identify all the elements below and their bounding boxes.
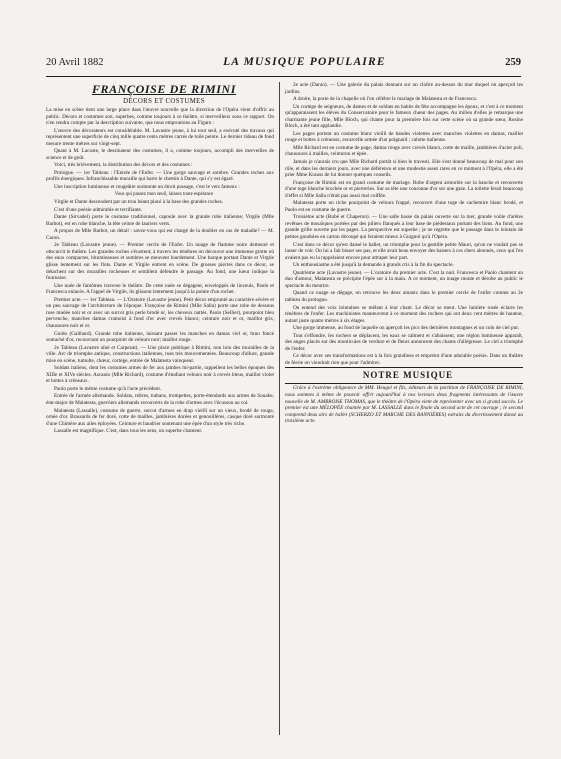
paragraph: Quand ce nuage se dégage, on retrouve les deux amants dans le premier cercle de l'enfer comme au 2e tableau du prologue. — [285, 290, 523, 303]
paragraph: Malatesta (Lassalle), costume de guerre, surcot d'armes en drap vieilli sur un vieux, brodé de rouge, ornée d'or. Brassards de fer doré, cotte de mailles, jambières dorées et genouillères, casque doré surmonté d'une Chimère aux ailes éployées. Ceinture et baudrier soutenant une épée d'un style très riche. — [46, 407, 274, 427]
paragraph: Une inscription lumineuse et rougeâtre surmonte un étroit passage, c'est le vers fameux : — [54, 184, 240, 191]
paragraph: Prologue. — 1er Tableau : l'Entrée de l'Enfer. — Une gorge sauvage et sombre. Grandes roches aux profils énergiques. Infranchissable muraille qui barre le chemin à Dante, qui s'y est égaré. — [46, 169, 274, 183]
paragraph: Une nuée de fantômes traverse le théâtre. De cette nuée se dégagent, enveloppés de linceuls, Paolo et Francesca enlacés. A l'appel de Virgile, ils glissent lentement jusqu'à la pointe d'un rocher. — [46, 282, 274, 296]
left-column — [46, 82, 274, 737]
paragraph: C'est dans ce décor qu'est dansé le ballet, un triomphe pour la gentille petite Mauri, qu'on ne voulait pas se lasser de voir. On lui a fait bisser ses pas, et elle avait beau envoyer des baisers à ces chers abonnés, ceux qui l'en avaient pas eu la rappelaient encore pour attraper leur part. — [285, 241, 523, 261]
paragraph: Paolo porte le même costume qu'à l'acte précédent. — [54, 385, 162, 392]
section-heading-notre-musique: NOTRE MUSIQUE — [285, 367, 523, 384]
paragraph: Premier acte. — 1er Tableau. — L'Oratoire (Lavastre jeune). Petit décor emprunté au caractère sévère et un peu sauvage de l'architecture de l'époque. Françoise de Rimini (Mlle Salla) porte une robe de dessous rose mielée noir et or avec un surcot gris perle brodé or, les cheveux nattés. Paolo (Sellier), pourpoint bleu pervenche, manches damas cramoisi à fond d'or avec crevés blancs; ceinture noir et or, maillot gris, chaussures noir et or. — [46, 296, 274, 329]
article-title: FRANÇOISE DE RIMINI — [91, 82, 237, 96]
paragraph: Un cortège de seigneurs, de dames et de soldats en habits de fête accompagne les époux, et c'est à ce moment qu'apparaissent les élèves du Conservatoire pour le fameux chœur des pages. Au milieu d'elles je remarque une charmante jeune fille, Mlle Bloch, qui chante pour la première fois sur cette scène où sa grande sœur, Rosine Bloch, a été tant applaudie. — [285, 103, 523, 130]
paragraph: Tout s'effondre, les rochers se déplacent, les eaux se calment et s'abaissent, une région lumineuse apparaît, des anges placés sur des monticules de verdure et de fleurs annoncent des chants d'allégresse. Le ciel a triomphé de l'enfer. — [285, 332, 523, 352]
paragraph: On entend des voix lointaines se mêlant à leur chant. Le décor se meut. Une lumière rosée éclaire les ténèbres de l'enfer. Les machinistes manœuvrent à ce moment des rochers qui ont deux cent mètres de hauteur, autant juste quatre mètres à six étages. — [285, 304, 523, 324]
paragraph: Virgile et Dante descendent par un trou béant placé à la base des grandes roches. — [54, 199, 224, 206]
column-divider — [279, 82, 280, 735]
paragraph: A propos de Mlle Barbot, un détail : savez-vous qui est chargé de la doubler en cas de maladie? — M. Caron. — [46, 228, 274, 241]
paragraph: Les pages portent un costume blanc vieilli de bandes violettes avec manches violettes en damas, maillot rouge et bottes à créneaux, escarcelle armée d'un poignard ; calotte italienne. — [285, 130, 523, 144]
paragraph: Voici, très brièvement, la distribution des décors et des costumes : — [54, 162, 193, 169]
right-column — [285, 82, 523, 737]
paragraph: 2e acte (Daran). — Une galerie du palais donnant sur un cloître au-dessus du mur duquel on aperçoit les jardins. — [285, 82, 523, 95]
notre-musique-text: Grâce à l'extrême obligeance de MM. Heugel et fils, éditeurs de la partition de FRANÇOISE DE RIMINI, nous sommes à même de pouvoir offrir aujourd'hui à nos lecteurs deux fragments intéressants de l'œuvre nouvelle de M. AMBROISE THOMAS, que le théâtre de l'Opéra vient de représenter avec un si grand succès. Le premier est une MÉLOPÉE chantée par M. LASSALLE dans le finale du second acte de cet ouvrage ; le second comprend deux airs de ballet (SCHERZO ET MARCHE DES BANNIÈRES) extraits du divertissement dansé au troisième acte. — [285, 385, 523, 425]
page-header — [46, 56, 521, 72]
paragraph: Quatrième acte (Lavastre jeune). — L'oratoire du premier acte. C'est la nuit. Francesca et Paolo chantent un duo d'amour, Malatesta se précipite l'épée sur à la main. A ce moment, un nuage monte et dérobe au public le spectacle du meurtre. — [285, 269, 523, 289]
issue-date: 20 Avril 1882 — [46, 57, 104, 68]
paragraph: Lassalle est magnifique. C'est, dans tous les sens, un superbe chanteur. — [54, 428, 203, 435]
paragraph: Entrée de l'armée allemande. Soldats, reîtres, trabans, trompettes, porte-étendards aux armes de Souabe, état-major de Malatesta, guerriers allemands recouverts de la robe d'armes avec l'écusson au col. — [46, 393, 274, 406]
journal-title: LA MUSIQUE POPULAIRE — [223, 56, 386, 68]
paragraph: Quant à M. Lacoste, le dessinateur des costumes, il a, comme toujours, accompli des merveilles de science et de goût. — [46, 148, 274, 161]
paragraph: Troisième acte (Rubé et Chaperon). — Une salle basse du palais ouverte sur la mer, grande voûte d'arêtes revêtues de mosaïques portées par des piliers flanqués à leur base de piédestaux portant des lions. Au fond, une grande grille ouverte par les pages. La perspective est superbe ; je ne regrette que le passage dans le lointain de petites gondoles en carton découpé qui feraient mieux à Guignol qu'à l'Opéra. — [285, 214, 523, 241]
paragraph: Françoise de Rimini est en grand costume de mariage. Robe d'argent armoriée sur la banche et recouverte d'une toge blanche brochée or et pierreries. Sur sa tête une couronne d'or sur une gaze. La toilette ferait beaucoup d'effet si Mlle Salla n'était pas aussi mal coiffée. — [285, 179, 523, 199]
paragraph: A droite, la porte de la chapelle où l'on célèbre le mariage de Malatesta et de Francesca. — [293, 96, 478, 103]
paragraph: Mlle Richard est en costume de page, damas rouge avec crevés blancs, cotte de maille, jambières d'acier poli, chaussures à mailles, ceinturon et épée. — [285, 144, 523, 158]
paragraph: Ce décor avec ses transformations est à la fois grandiose et empreint d'une adorable poésie. Dans un théâtre de féerie on viendrait rien que pour l'admirer. — [285, 353, 523, 366]
paragraph: Un enthousiasme a été jusqu'à la demande à grands cris à la fin du spectacle. — [293, 262, 454, 269]
paragraph: Guido (Gailhard). Grande robe italienne, laissant passer les manches en damas viel or, brun foncé soutaché d'or, recouvrant un pourpoint de velours noir; maillot rouge. — [46, 330, 274, 344]
paragraph: Soldats italiens, dont les costumes armés de fer aux jambes mi-partie, rappellent les belles époques des XIIIe et XIVe siècles. Ascanio (Mlle Richard), costume d'étudiant velours noir à crevés bleus, maillot violet et bottes à créneaux. — [46, 365, 274, 385]
paragraph: Dante (Sirvadel) porte le costume traditionnel, capoule avec la grande robe italienne; Virgile (Mlle Barbot), est en robe blanche, la tête ceinte de lauriers verts. — [46, 214, 274, 227]
paragraph: La mise en scène tient une large place dans l'œuvre nouvelle que la direction de l'Opéra vient d'offrir au public. Décors et costumes son, superbes, comme toujours à ce théâtre, si merveilleux sous ce rapport. On n'en rendra compte par la description suivante, que nous empruntons au Figaro : — [46, 107, 274, 127]
paragraph: 2e Tableau (Lavastre jeune). — Premier cercle de l'Enfer. Un nuage de flamme noire demeuré et obscurcit le théâtre. Les grandes roches s'écartent; à travers les ténèbres on découvre une immense grotte où des eaux compactes, bitumineuses et sombres se meuvent lourdement. Une barque portant Dante et Virgile glisse lentement sur les flots. Dante et Virgile entrent en scène. De grosses pierres dans ce décor, se détachent sur des murailles rocheuses et semblent défendre le passage. Au fond, une lueur indique la fournaise. — [46, 242, 274, 282]
paragraph: Malatesta porte un riche pourpoint de velours frappé, recouvert d'une toge de cachemire blanc brodé, et Paolo est en costume de guerre. — [285, 200, 523, 213]
article-subtitle: DÉCORS ET COSTUMES — [123, 98, 205, 105]
paragraph: Jamais je n'aurais cru que Mlle Richard portât si bien le travesti. Elle s'est donné beaucoup de mal pour son rôle, et dans les derniers jours, avec une déférence et une modestie assez rares en ce moment à l'Opéra, elle a été prier Mme Krauss de lui donner quelques conseils. — [285, 159, 523, 179]
quoted-verse: Vous qui passez mon seuil, laissez toute espérance — [114, 191, 214, 197]
header-rule — [46, 76, 521, 77]
paragraph: C'est d'une poésie admirable et terrifiante. — [54, 206, 143, 213]
paragraph: Une gorge immense, au fond de laquelle on aperçoit les pics des dernières montagnes et un coin de ciel pur. — [293, 325, 520, 332]
page-number: 259 — [505, 57, 521, 68]
paragraph: 2e Tableau (Lavastre aîné et Carpezat). — Une place publique à Rimini, non loin des murailles de la ville. Arc de triomphe antique, constructions italiennes, rues très mouvementées. Beaucoup d'allure, grande mise en scène, tumulte, chœur, cortège, entrée de Malatesta vainqueur. — [46, 344, 274, 364]
paragraph: L'œuvre des décorateurs est considérable. M. Lavastre jeune, à lui tout seul, a exécuté des travaux qui représentent une superficie de cinq mille quatre cents mètres carrés de toile peinte. Le dernier rideau de fond mesure trente mètres sur vingt-sept. — [46, 127, 274, 147]
